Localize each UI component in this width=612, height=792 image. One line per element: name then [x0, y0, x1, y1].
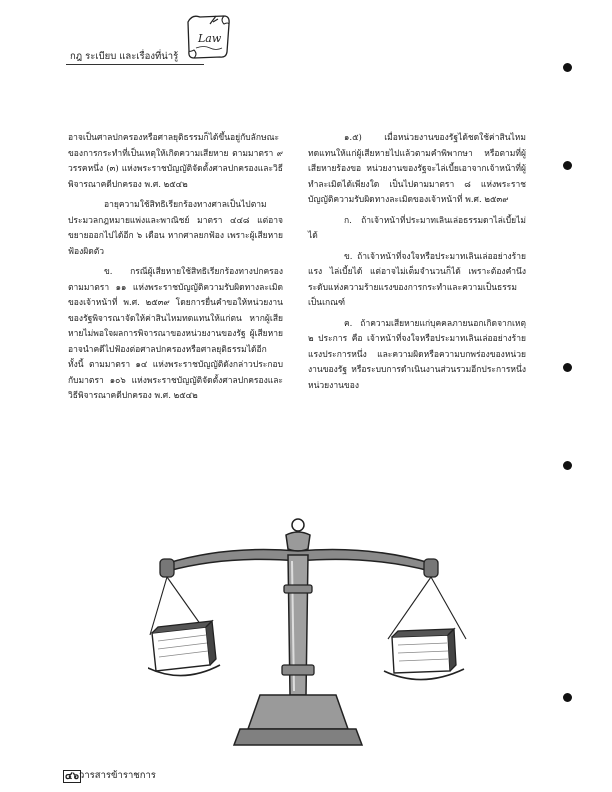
right-column: [308, 131, 526, 394]
journal-name: วารสารข้าราชการ: [79, 770, 156, 781]
left-paragraph-1: อาจเป็นศาลปกครองหรือศาลยุติธรรมก็ได้ขึ้นอยู่กับลักษณะของการกระทำที่เป็นเหตุให้เกิดความเสียหาย ตามมาตรา ๙ วรรคหนึ่ง (๓) แห่งพระราชบัญญัติจัดตั้งศาลปกครองและวิธีพิจารณาคดีปกครอง พ.ศ. ๒๕๔๒: [68, 133, 283, 190]
page-number: ๔๖: [65, 771, 79, 782]
section-header: กฎ ระเบียบ และเรื่องที่น่ารู้: [70, 51, 179, 62]
scales-of-justice-illustration: [148, 515, 468, 755]
scroll-logo: [180, 8, 236, 64]
left-paragraph-2: อายุความใช้สิทธิเรียกร้องทางศาลเป็นไปตามประมวลกฎหมายแพ่งและพาณิชย์ มาตรา ๔๔๘ แต่อาจขยายออกไปได้อีก ๖ เดือน หากศาลยกฟ้อง เพราะผู้เสียหายฟ้องผิดตัว: [68, 200, 283, 257]
binder-hole: [563, 161, 572, 170]
binder-hole: [563, 693, 572, 702]
right-paragraph-3: ข. ถ้าเจ้าหน้าที่จงใจหรือประมาทเลินเล่ออย่างร้ายแรง ไล่เบี้ยได้ แต่อาจไม่เต็มจำนวนก็ได้ เพราะต้องคำนึงระดับแห่งความร้ายแรงของการกระทำและความเป็นธรรมเป็นเกณฑ์: [308, 251, 526, 308]
right-paragraph-4: ค. ถ้าความเสียหายแก่บุคคลภายนอกเกิดจากเหตุ ๒ ประการ คือ เจ้าหน้าที่จงใจหรือประมาทเลินเล่ออย่างร้ายแรงประการหนึ่ง และความผิดหรือความบกพร่องของหน่วยงานของรัฐ หรือระบบการดำเนินงานส่วนรวมอีกประการหนึ่ง หน่วยงานของ: [308, 318, 526, 391]
left-paragraph-3: ข. กรณีผู้เสียหายใช้สิทธิเรียกร้องทางปกครองตามมาตรา ๑๑ แห่งพระราชบัญญัติความรับผิดทางละเมิดของเจ้าหน้าที่ พ.ศ. ๒๕๓๙ โดยการยื่นคำขอให้หน่วยงานของรัฐพิจารณาจัดให้ค่าสินไหมทดแทนให้แก่ตน หากผู้เสียหายไม่พอใจผลการพิจารณาของหน่วยงานของรัฐ ผู้เสียหายอาจนำคดีไปฟ้องต่อศาลปกครองหรือศาลยุติธรรมได้อีก ทั้งนี้ ตามมาตรา ๑๔ แห่งพระราชบัญญัติดังกล่าวประกอบกับมาตรา ๑๐๖ แห่งพระราชบัญญัติจัดตั้งศาลปกครองและวิธีพิจารณาคดีปกครอง พ.ศ. ๒๕๔๒: [68, 267, 283, 401]
left-column: [68, 131, 283, 405]
binder-hole: [563, 363, 572, 372]
header-rule: [66, 64, 204, 65]
right-paragraph-1: ๑.๕) เมื่อหน่วยงานของรัฐได้ชดใช้ค่าสินไหมทดแทนให้แก่ผู้เสียหายไปแล้วตามคำพิพากษา หรือตามที่ผู้เสียหายร้องขอ หน่วยงานของรัฐจะไล่เบี้ยเอาจากเจ้าหน้าที่ผู้ทำละเมิดได้เพียงใด เป็นไปตามมาตรา ๘ แห่งพระราชบัญญัติความรับผิดทางละเมิดของเจ้าหน้าที่ พ.ศ. ๒๕๓๙: [308, 133, 526, 205]
binder-hole: [563, 63, 572, 72]
binder-hole: [563, 461, 572, 470]
right-paragraph-2: ก. ถ้าเจ้าหน้าที่ประมาทเลินเล่อธรรมดาไล่เบี้ยไม่ได้: [308, 215, 526, 241]
logo-text: Law: [198, 32, 222, 45]
